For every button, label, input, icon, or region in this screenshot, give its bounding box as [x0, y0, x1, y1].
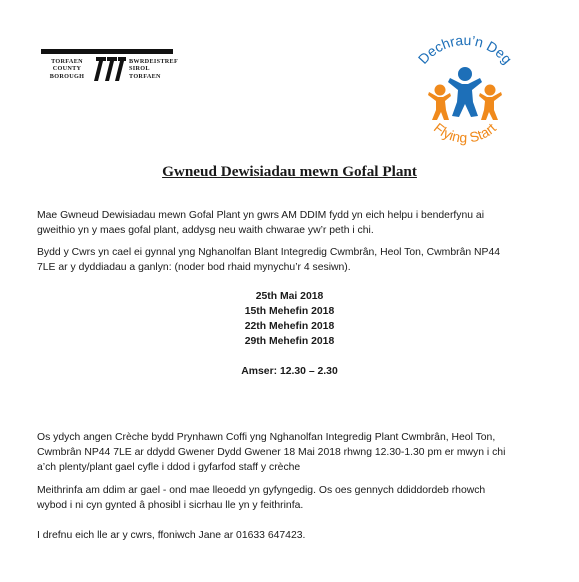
date-item: 22th Mehefin 2018: [244, 321, 335, 332]
date-item: 15th Mehefin 2018: [244, 306, 335, 317]
date-item: 29th Mehefin 2018: [244, 336, 335, 347]
logo-english-name: TORFAEN COUNTY BOROUGH: [49, 58, 85, 80]
nursery-paragraph: Meithrinfa am ddim ar gael - ond mae lleoedd yn gyfyngedig. Os oes gennych ddiddordeb rhowch wybod i ni cyn gynted â phosibl i sicrhau lle yn y feithrinfa.: [37, 485, 486, 511]
torfaen-council-logo: [41, 47, 179, 87]
course-dates: [0, 289, 579, 349]
course-time: Amser: 12.30 – 2.30: [241, 366, 338, 377]
torfaen-emblem-icon: [94, 54, 126, 84]
blue-figure-icon: [448, 67, 482, 117]
venue-paragraph: Bydd y Cwrs yn cael ei gynnal yng Nghanolfan Blant Integredig Cwmbrân, Heol Ton, Cwmbrân NP44 7LE ar y dyddiadau a ganlyn: (noder bod rhaid mynychu’r 4 sesiwn).: [37, 247, 501, 273]
contact-paragraph: I drefnu eich lle ar y cwrs, ffoniwch Jane ar 01633 647423.: [37, 530, 306, 541]
orange-figure-left-icon: [428, 85, 451, 121]
logo-welsh-text: Dechrau’n Deg: [414, 31, 516, 67]
logo-english-text: Flying Start: [430, 119, 500, 146]
orange-figure-right-icon: [479, 85, 502, 121]
page-title: Gwneud Dewisiadau mewn Gofal Plant: [162, 163, 417, 180]
logo-welsh-name: BWRDEISTREF SIROL TORFAEN: [129, 58, 179, 80]
intro-paragraph: Mae Gwneud Dewisiadau mewn Gofal Plant yn gwrs AM DDIM fydd yn eich helpu i benderfynu ai gweithio yn y maes gofal plant, addysg neu waith chwarae yw’r peth i chi.: [37, 210, 485, 236]
date-item: 25th Mai 2018: [255, 291, 324, 302]
flying-start-logo: [400, 30, 530, 160]
creche-paragraph: Os ydych angen Crèche bydd Prynhawn Coffi yng Nghanolfan Integredig Plant Cwmbrân, Heol Ton, Cwmbrân NP44 7LE ar ddydd Gwener Dydd Gwener 18 Mai 2018 rhwng 12.30-1.30 pm er mwyn i chi a’ch plenty/plant gael cyfle i ddod i gyfarfod staff y crèche: [37, 432, 506, 473]
